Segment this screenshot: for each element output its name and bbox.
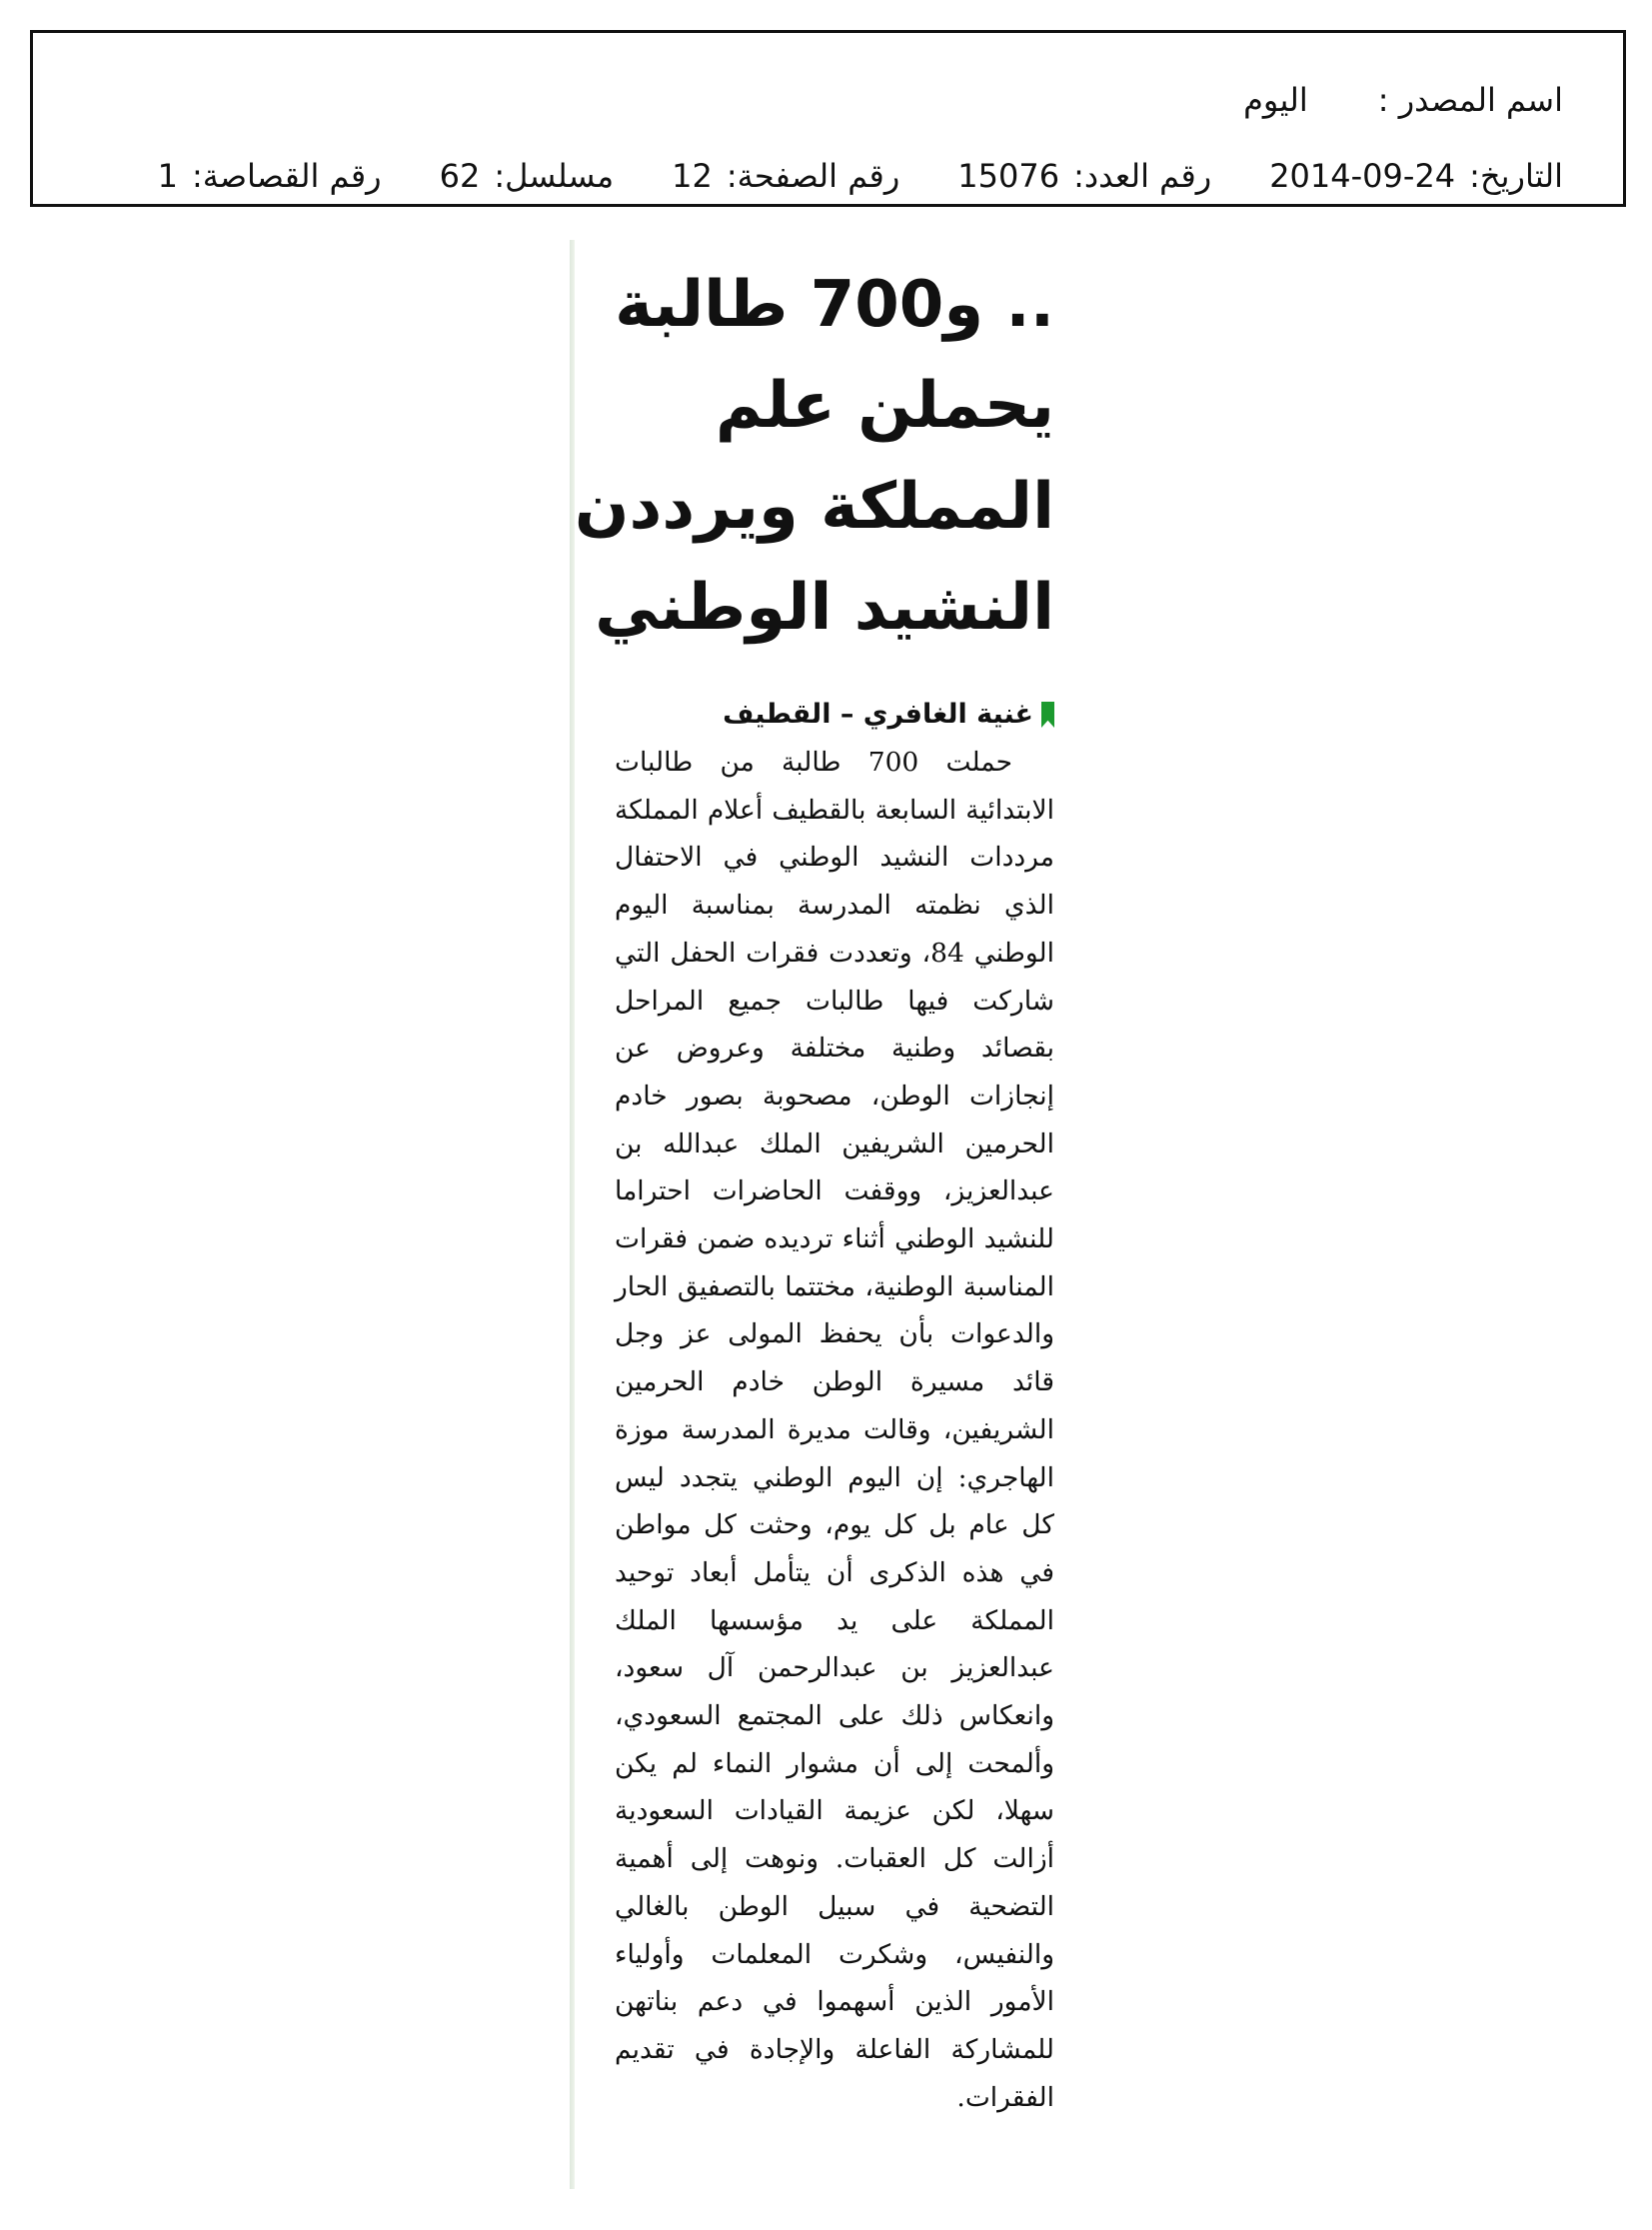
date-field — [1269, 157, 1563, 195]
headline-line: .. و700 طالبة — [615, 268, 1054, 342]
headline-line: النشيد الوطني — [595, 571, 1054, 645]
issue-value: 15076 — [957, 157, 1060, 195]
details-line — [158, 151, 1563, 201]
body-paragraph: حملت 700 طالبة من طالبات الابتدائية السابعة بالقطيف أعلام المملكة مرددات النشيد الوطني في الاحتفال الذي نظمته المدرسة بمناسبة اليوم الوطني 84، وتعددت فقرات الحفل التي شاركت فيها طالبات جميع المراحل بقصائد وطنية مختلفة وعروض عن إنجازات الوطن، مصحوبة بصور خادم الحرمين الشريفين الملك عبدالله بن عبدالعزيز، ووقفت الحاضرات احتراما للنشيد الوطني أثناء ترديده ضمن فقرات المناسبة الوطنية، مختتما بالتصفيق الحار والدعوات بأن يحفظ المولى عز وجل قائد مسيرة الوطن خادم الحرمين الشريفين، وقالت مديرة المدرسة موزة الهاجري: إن اليوم الوطني يتجدد ليس كل عام بل كل يوم، وحثت كل مواطن في هذه الذكرى أن يتأمل أبعاد توحيد المملكة على يد مؤسسها الملك عبدالعزيز بن عبدالرحمن آل سعود، وانعكاس ذلك على المجتمع السعودي، وألمحت إلى أن مشوار النماء لم يكن سهلا، لكن عزيمة القيادات السعودية أزالت كل العقبات. ونوهت إلى أهمية التضحية في سبيل الوطن بالغالي والنفيس، وشكرت المعلمات وأولياء الأمور الذين أسهموا في دعم بناتهن للمشاركة الفاعلة والإجادة في تقديم الفقرات. — [615, 747, 1054, 2113]
source-label: اسم المصدر : — [1377, 81, 1563, 119]
clip-value: 1 — [157, 157, 178, 195]
date-label: التاريخ: — [1469, 157, 1563, 195]
article-headline — [574, 255, 1054, 659]
page-value: 12 — [672, 157, 713, 195]
issue-label: رقم العدد: — [1073, 157, 1212, 195]
page-label: رقم الصفحة: — [726, 157, 900, 195]
bookmark-icon — [1041, 702, 1054, 728]
headline-line: المملكة ويرددن — [574, 470, 1054, 544]
headline-line: يحملن علم — [715, 369, 1054, 443]
serial-value: 62 — [439, 157, 481, 195]
clip-label: رقم القصاصة: — [191, 157, 382, 195]
serial-label: مسلسل: — [494, 157, 615, 195]
clip-field — [158, 157, 382, 195]
source-line — [1243, 75, 1563, 125]
news-article — [574, 255, 1054, 2121]
date-value: 2014-09-24 — [1269, 157, 1456, 195]
serial-field — [440, 157, 615, 195]
clipping-info-box — [30, 30, 1626, 207]
source-value: اليوم — [1243, 81, 1308, 119]
issue-field — [957, 157, 1211, 195]
page-field — [672, 157, 899, 195]
article-body — [615, 739, 1054, 2121]
byline-text: غنية الغافري – القطيف — [723, 699, 1033, 730]
article-byline — [615, 695, 1054, 735]
